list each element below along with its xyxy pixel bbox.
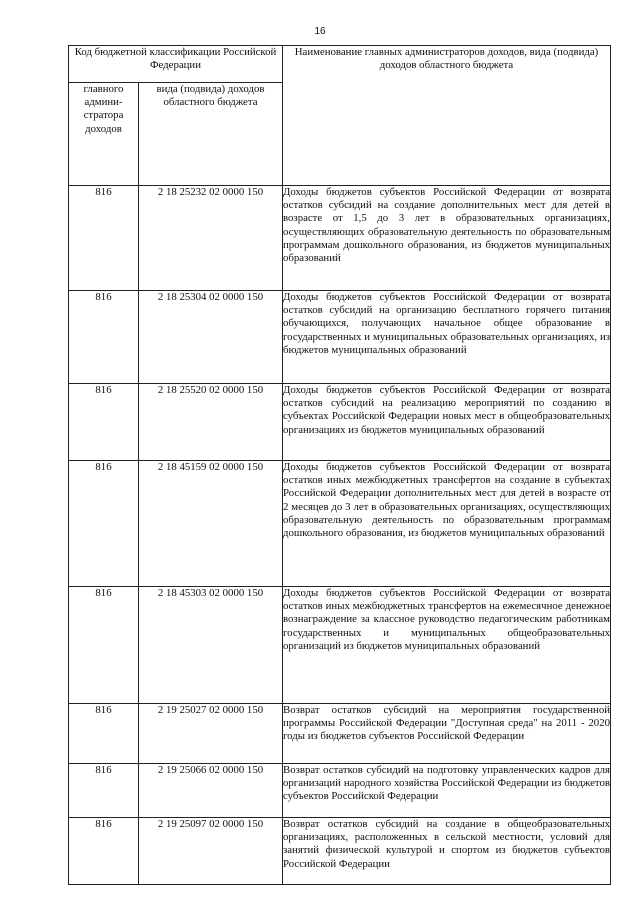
description-cell: [283, 461, 611, 587]
table-row: [69, 587, 611, 704]
income-code-cell: 2 18 45159 02 0000 150: [139, 461, 283, 587]
admin-code-cell: 816: [69, 587, 139, 704]
table-row: [69, 186, 611, 291]
description-cell: [283, 704, 611, 764]
description-cell: [283, 384, 611, 461]
admin-code-cell: 816: [69, 461, 139, 587]
table-row: [69, 291, 611, 384]
table-row: [69, 461, 611, 587]
description-cell: [283, 818, 611, 885]
admin-code-cell: 816: [69, 704, 139, 764]
admin-code-cell: 816: [69, 764, 139, 818]
income-code-cell: 2 19 25027 02 0000 150: [139, 704, 283, 764]
header-type-column: вида (подвида) доходов областного бюджета: [139, 83, 283, 186]
description-text: Доходы бюджетов субъектов Российской Федерации от возврата остатков субсидий на организацию бесплатного горячего питания обучающихся, получающих начальное общее образование в государственных и муниципальных образовательных организациях, из бюджетов муниципальных образований: [283, 291, 610, 356]
header-admin-column: главного админи-стратора доходов: [69, 83, 139, 186]
admin-code-cell: 816: [69, 291, 139, 384]
table-row: [69, 818, 611, 885]
income-code-cell: 2 18 25304 02 0000 150: [139, 291, 283, 384]
description-cell: [283, 764, 611, 818]
admin-code-cell: 816: [69, 384, 139, 461]
table-header-row: [69, 46, 611, 83]
description-text: Доходы бюджетов субъектов Российской Федерации от возврата остатков иных межбюджетных трансфертов на создание в субъектах Российской Федерации дополнительных мест для детей в возрасте от 2 месяцев до 3 лет в образовательных организациях, осуществляющих образовательную деятельность по образовательным программам дошкольного образования, из бюджетов муниципальных образований: [283, 461, 610, 540]
page-number: 16: [314, 26, 326, 37]
description-text: Возврат остатков субсидий на мероприятия государственной программы Российской Федерации "Доступная среда" на 2011 - 2020 годы из бюджетов субъектов Российской Федерации: [283, 704, 610, 743]
description-text: Доходы бюджетов субъектов Российской Федерации от возврата остатков субсидий на реализацию мероприятий по созданию в субъектах Российской Федерации новых мест в общеобразовательных организациях из бюджетов муниципальных образований: [283, 384, 610, 436]
description-text: Доходы бюджетов субъектов Российской Федерации от возврата остатков субсидий на создание дополнительных мест для детей в возрасте от 1,5 до 3 лет в образовательных организациях, осуществляющих образовательную деятельность по образовательным программам дошкольного образования, из бюджетов муниципальных образований: [283, 186, 610, 265]
description-text: Возврат остатков субсидий на создание в общеобразовательных организациях, расположенных в сельской местности, условий для занятий физической культурой и спортом из бюджетов субъектов Российской Федерации: [283, 818, 610, 870]
income-code-cell: 2 18 25232 02 0000 150: [139, 186, 283, 291]
description-cell: [283, 587, 611, 704]
income-code-cell: 2 19 25066 02 0000 150: [139, 764, 283, 818]
admin-code-cell: 816: [69, 818, 139, 885]
income-code-cell: 2 18 25520 02 0000 150: [139, 384, 283, 461]
income-code-cell: 2 19 25097 02 0000 150: [139, 818, 283, 885]
admin-code-cell: 816: [69, 186, 139, 291]
header-name-column: Наименование главных администраторов доходов, вида (подвида) доходов областного бюджета: [283, 46, 611, 186]
description-cell: [283, 186, 611, 291]
header-code-group: Код бюджетной классификации Российской Федерации: [69, 46, 283, 83]
description-text: Возврат остатков субсидий на подготовку управленческих кадров для организаций народного хозяйства Российской Федерации из бюджетов субъектов Российской Федерации: [283, 764, 610, 803]
table-row: [69, 384, 611, 461]
description-text: Доходы бюджетов субъектов Российской Федерации от возврата остатков иных межбюджетных трансфертов на ежемесячное денежное вознаграждение за классное руководство педагогическим работникам государственных и муниципальных общеобразовательных организаций из бюджетов муниципальных образований: [283, 587, 610, 652]
description-cell: [283, 291, 611, 384]
table-row: [69, 704, 611, 764]
table-row: [69, 764, 611, 818]
income-code-cell: 2 18 45303 02 0000 150: [139, 587, 283, 704]
budget-classification-table: [68, 45, 611, 885]
